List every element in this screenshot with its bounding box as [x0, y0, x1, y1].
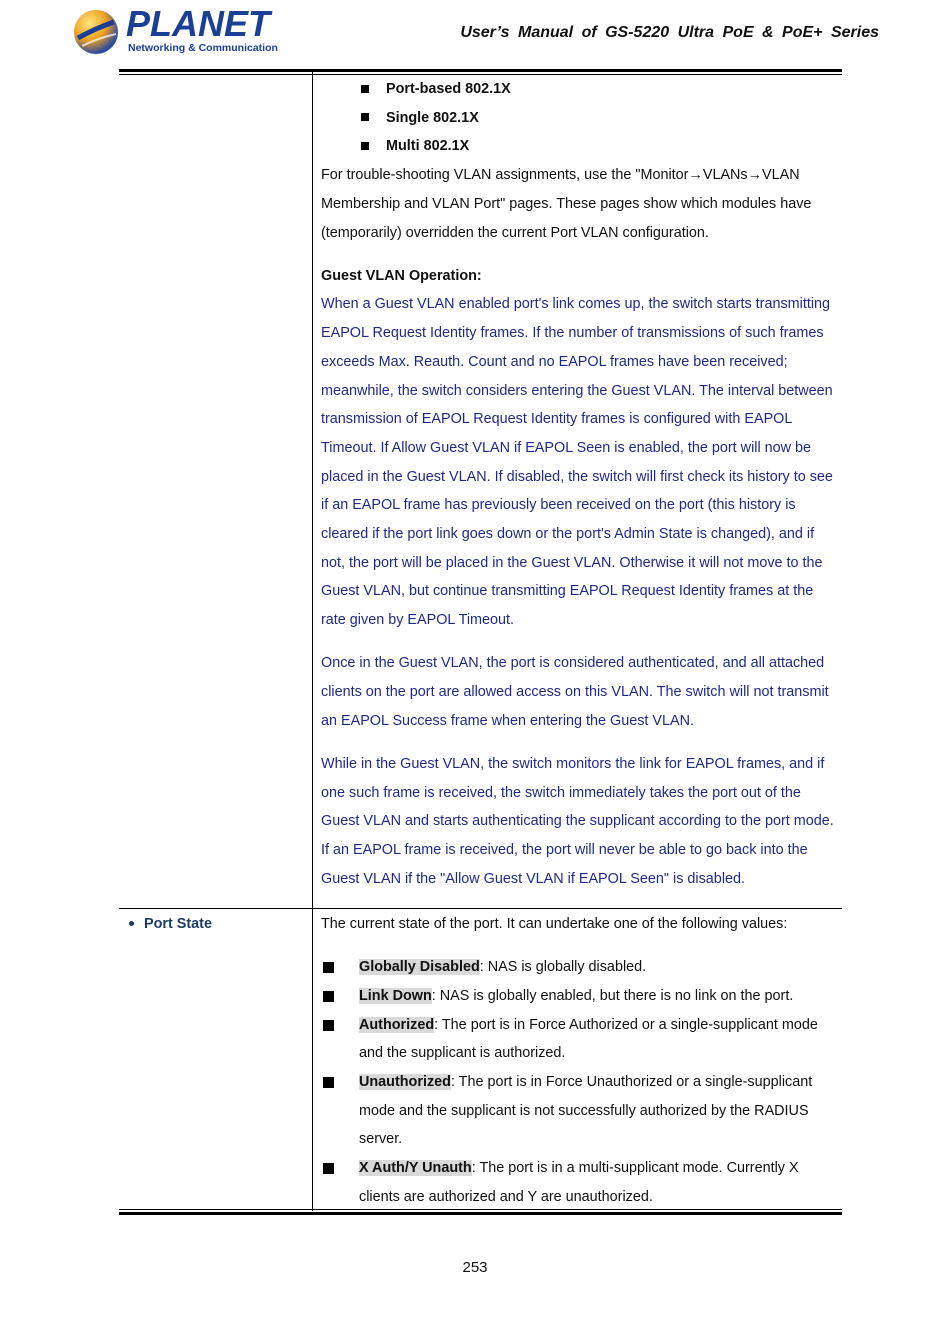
state-desc: : The port is in Force Authorized or a single-supplicant mode [434, 1016, 818, 1033]
state-desc: : NAS is globally enabled, but there is no link on the port. [431, 987, 794, 1004]
square-bullet-icon [361, 85, 369, 93]
state-desc: server. [359, 1131, 403, 1148]
parameter-table [119, 72, 842, 1213]
logo-tagline: Networking & Communication [128, 42, 278, 54]
text-line: meanwhile, the switch considers entering the Guest VLAN. The interval between [321, 382, 833, 399]
text-line: exceeds Max. Reauth. Count and no EAPOL frames have been received; [321, 353, 788, 370]
list-item [321, 1154, 841, 1211]
list-item [321, 104, 841, 133]
text-line: rate given by EAPOL Timeout. [321, 612, 515, 629]
state-term: Authorized [359, 1016, 435, 1033]
state-desc: : The port is in Force Unauthorized or a single-supplicant [450, 1074, 813, 1091]
state-desc: : The port is in a multi-supplicant mode. Currently X [471, 1160, 799, 1177]
list-item [321, 953, 841, 982]
column-divider [312, 72, 313, 1211]
square-bullet-icon [361, 113, 369, 121]
parameter-port-state [129, 910, 212, 939]
list-item [321, 132, 841, 161]
list-item [321, 982, 841, 1011]
mode-label: Port-based 802.1X [386, 81, 511, 97]
text-line: Guest VLAN if the "Allow Guest VLAN if EAPOL Seen" is disabled. [321, 870, 746, 887]
text-line: EAPOL Request Identity frames. If the number of transmissions of such frames [321, 325, 824, 342]
mode-label: Single 802.1X [386, 109, 479, 126]
square-bullet-icon [361, 142, 369, 150]
text-line: an EAPOL Success frame when entering the Guest VLAN. [321, 712, 695, 729]
state-desc: : NAS is globally disabled. [479, 959, 647, 976]
text-line: cleared if the port link goes down or the port's Admin State is changed), and if [321, 526, 815, 543]
state-term: Globally Disabled [359, 959, 480, 976]
square-bullet-icon [323, 1163, 334, 1174]
table-bottom-rule-thin [119, 1209, 842, 1210]
text-line: (temporarily) overridden the current Port VLAN configuration. [321, 224, 709, 241]
text-line: one such frame is received, the switch immediately takes the port out of the [321, 784, 801, 801]
mode-label: Multi 802.1X [386, 138, 470, 155]
globe-icon [72, 8, 120, 56]
state-term: Unauthorized [359, 1074, 451, 1091]
list-item [321, 75, 841, 104]
page-number: 253 [462, 1259, 488, 1276]
manual-title: User’s Manual of GS-5220 Ultra PoE & PoE+ Series [460, 24, 879, 41]
description-cell-port-state [321, 910, 841, 1212]
state-desc: clients are authorized and Y are unauthorized. [359, 1188, 653, 1205]
text-line: placed in the Guest VLAN. If disabled, the switch will first check its history to see [321, 468, 833, 485]
text-line: For trouble-shooting VLAN assignments, use the "Monitor→VLANs→VLAN [321, 167, 800, 184]
parameter-label: Port State [144, 916, 212, 932]
state-term: Link Down [359, 987, 432, 1004]
square-bullet-icon [323, 962, 334, 973]
text-line: not, the port will be placed in the Guest VLAN. Otherwise it will not move to the [321, 554, 823, 571]
text-line: Timeout. If Allow Guest VLAN if EAPOL Seen is enabled, the port will now be [321, 439, 812, 456]
list-item [321, 1011, 841, 1068]
row-divider [119, 908, 842, 909]
table-bottom-rule-thick [119, 1212, 842, 1215]
state-desc: mode and the supplicant is not successfully authorized by the RADIUS [359, 1102, 809, 1119]
text-line: clients on the port are allowed access on this VLAN. The switch will not transmit [321, 684, 829, 701]
text-line: transmission of EAPOL Request Identity frames is configured with EAPOL [321, 411, 793, 428]
list-item [321, 1068, 841, 1154]
state-desc: and the supplicant is authorized. [359, 1045, 566, 1062]
planet-logo [72, 3, 278, 58]
text-line: While in the Guest VLAN, the switch monitors the link for EAPOL frames, and if [321, 755, 825, 772]
guest-vlan-heading: Guest VLAN Operation: [321, 267, 482, 284]
text-line: Membership and VLAN Port" pages. These pages show which modules have [321, 195, 812, 212]
text-line: Once in the Guest VLAN, the port is considered authenticated, and all attached [321, 655, 825, 672]
square-bullet-icon [323, 1020, 334, 1031]
text-line: Guest VLAN and starts authenticating the supplicant according to the port mode. [321, 813, 834, 830]
square-bullet-icon [323, 991, 334, 1002]
state-term: X Auth/Y Unauth [359, 1160, 472, 1177]
text-line: if an EAPOL frame has previously been received on the port (this history is [321, 497, 796, 514]
text-line: If an EAPOL frame is received, the port will never be able to go back into the [321, 842, 808, 859]
square-bullet-icon [323, 1077, 334, 1088]
logo-wordmark: PLANET [126, 3, 270, 44]
text-line: Guest VLAN, but continue transmitting EAPOL Request Identity frames at the [321, 583, 814, 600]
bullet-icon [129, 921, 134, 926]
description-cell-top [321, 75, 841, 893]
text-line: The current state of the port. It can undertake one of the following values: [321, 916, 788, 932]
text-line: When a Guest VLAN enabled port's link comes up, the switch starts transmitting [321, 296, 831, 313]
